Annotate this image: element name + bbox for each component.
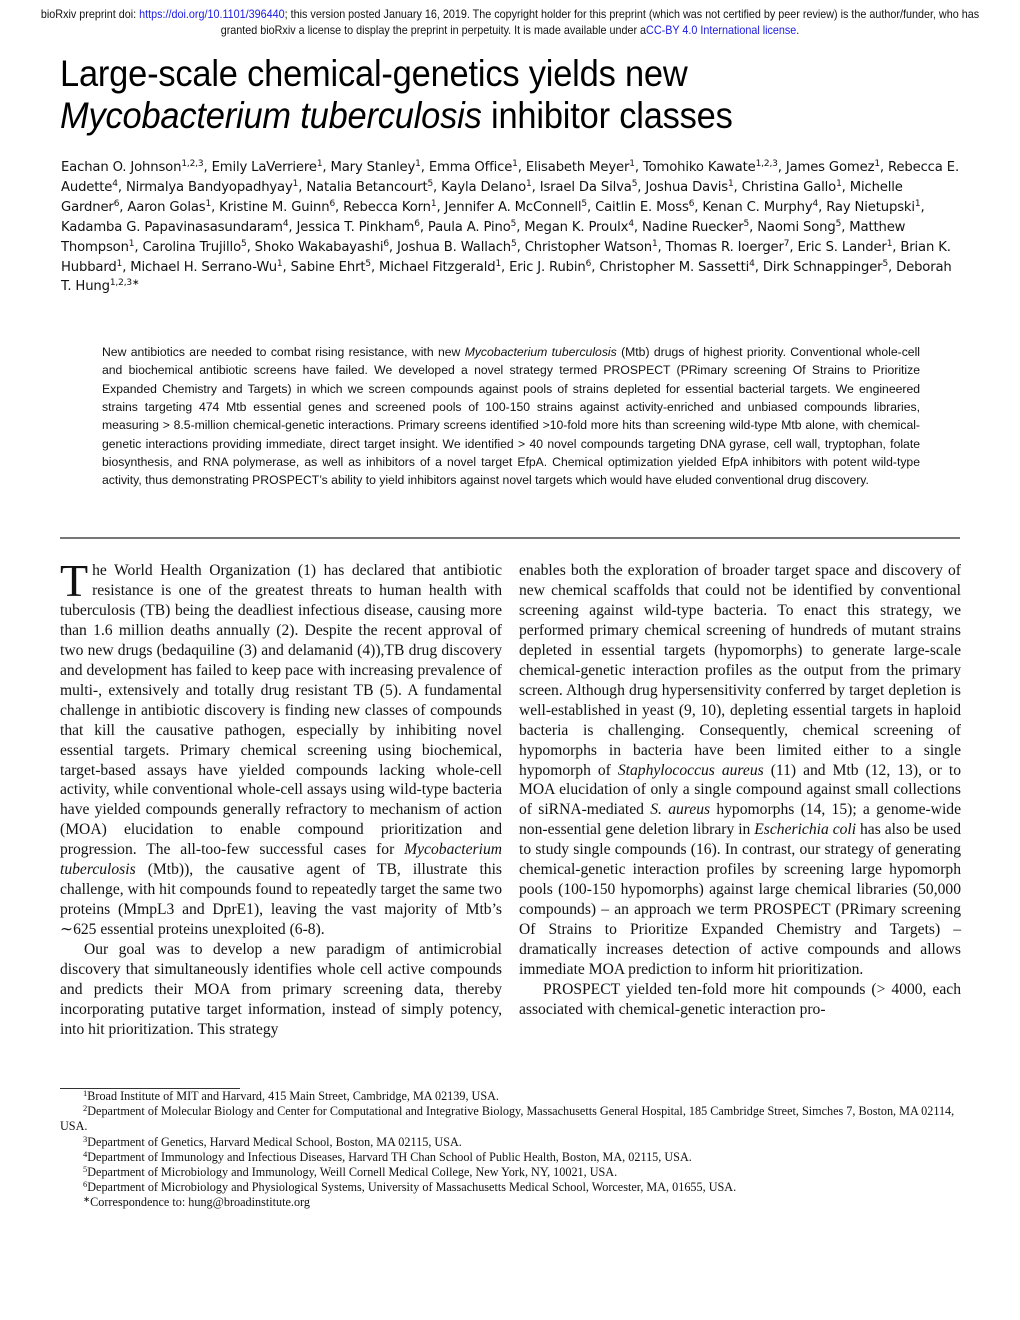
body-paragraph: Our goal was to develop a new paradigm of antimicrobial discovery that simultaneously identifies whole cell active compounds and predicts their MOA from primary screening data, thereby incorporating putative target information, instead of simply potency, into hit prioritization. This strategy [60, 941, 502, 1038]
author-affiliation-mark: 1 [430, 198, 437, 209]
author-name: Jessica T. Pinkham [296, 219, 415, 235]
notice-suffix: . [796, 23, 800, 37]
author [763, 260, 888, 275]
author-affiliation-mark: 6 [585, 258, 592, 269]
footnote-mark: ∗ [83, 1194, 91, 1205]
body-italic: Staphylococcus aureus [617, 761, 764, 779]
author [666, 240, 790, 255]
footnote-text: Department of Microbiology and Immunology, Weill Cornell Medical College, New York, NY, 10021, USA. [87, 1165, 618, 1180]
author-name: Naomi Song [757, 219, 836, 235]
body-italic: Mycobacterium tuberculosis [60, 841, 502, 879]
author-name: Nadine Ruecker [642, 219, 744, 235]
author-affiliation-mark: 6 [113, 198, 120, 209]
author-name: Joshua B. Wallach [397, 239, 512, 255]
author-affiliation-mark: 5 [835, 218, 842, 229]
author-affiliation-mark: 1 [205, 198, 212, 209]
author-name: Ray Nietupski [826, 199, 915, 215]
author-affiliation-mark: 1 [495, 258, 502, 269]
author-name: Kayla Delano [441, 179, 527, 195]
author-affiliation-mark: 4 [628, 218, 634, 229]
author-name: Jennifer A. McConnell [444, 199, 582, 215]
title-line1: Large-scale chemical-genetics yields new [60, 53, 688, 94]
footnote [60, 1195, 965, 1210]
footnote-mark: 1 [83, 1088, 88, 1098]
author-affiliation-mark: 6 [688, 198, 695, 209]
notice-middle: ; this version posted January 16, 2019. The copyright holder for this preprint (which was not certified by peer review) is the author/funder, who has granted bioRxiv a license to display the preprint in perpetuity. It is made available under a [220, 8, 980, 37]
author [61, 160, 203, 175]
footnote [60, 1165, 965, 1180]
author-name: Christopher M. Sassetti [599, 259, 750, 275]
author-name: Aaron Golas [127, 199, 206, 215]
author-affiliation-mark: 5 [882, 258, 889, 269]
author [540, 180, 638, 195]
title-italic: Mycobacterium tuberculosis [60, 95, 482, 136]
abstract-divider [60, 537, 960, 539]
author-name: Brian K. Hubbard [61, 239, 951, 275]
author-affiliation-mark: 1 [874, 159, 880, 169]
author-name: Nirmalya Bandyopadhyay [125, 179, 293, 195]
author-name: Eachan O. Johnson [61, 160, 182, 175]
author-affiliation-mark: 5 [511, 238, 517, 249]
author-affiliation-mark: 5 [581, 198, 587, 209]
author [524, 220, 634, 235]
author [379, 260, 501, 275]
body-italic: S. aureus [650, 801, 711, 819]
author [826, 200, 920, 215]
author [757, 220, 841, 235]
footnote-mark: 4 [83, 1148, 88, 1159]
author [212, 160, 323, 175]
author-name: Deborah T. Hung [61, 259, 952, 295]
author-affiliation-mark: 1 [292, 178, 299, 189]
author [445, 200, 587, 215]
notice-prefix: bioRxiv preprint doi: [40, 8, 140, 21]
author [428, 220, 516, 235]
author [595, 200, 694, 215]
author [642, 220, 749, 235]
abstract-text: New antibiotics are needed to combat rising resistance, with new [102, 345, 465, 359]
author-affiliation-mark: 1 [651, 238, 658, 249]
author [343, 200, 436, 215]
author-affiliation-mark: 1 [629, 159, 635, 169]
author [126, 180, 298, 195]
author-affiliation-mark: 6 [383, 238, 389, 249]
author [599, 260, 754, 275]
author-affiliation-mark: 4 [112, 178, 118, 189]
author-affiliation-mark: 1 [914, 198, 921, 209]
author-affiliation-mark: 5 [510, 218, 517, 229]
author-name: Natalia Betancourt [306, 179, 428, 195]
author-name: Elisabeth Meyer [525, 160, 630, 175]
author [786, 160, 880, 175]
author-name: Dirk Schnappinger [762, 259, 883, 275]
author-name: Kadamba G. Papavinasasundaram [61, 219, 283, 235]
author [331, 160, 421, 175]
author-affiliation-mark: 5 [631, 178, 638, 189]
footnote-mark: 6 [83, 1179, 88, 1190]
author-name: Megan K. Proulx [524, 219, 629, 235]
author-name: Christopher Watson [524, 239, 652, 255]
author [291, 260, 371, 275]
author-name: Sabine Ehrt [290, 259, 366, 275]
author [645, 180, 733, 195]
footnote [60, 1180, 965, 1195]
author-name: Kristine M. Guinn [219, 199, 330, 215]
author-name: Emma Office [428, 160, 513, 175]
author [509, 260, 591, 275]
author-affiliation-mark: 1 [727, 178, 734, 189]
body-text: enables both the exploration of broader target space and discovery of new chemical scaffolds that could not be identified by conventional screening against wild-type bacteria. To enact this strategy, we performed primary chemical screening of hundreds of mutant strains depleted in essential targets (hypomorphs) to generate large-scale chemical-genetic interaction profiles as the output from the primary screen. Although drug hypersensitivity conferred by target depletion is well-established in yeast (9, 10), depleting essential targets in haploid bacteria is challenging. Consequently, chemical screening of hypomorphs in bacteria have been limited either to a single hypomorph of [519, 562, 961, 779]
author-affiliation-mark: 1 [512, 159, 518, 169]
footnote-text: Department of Genetics, Harvard Medical School, Boston, MA 02115, USA. [87, 1134, 462, 1149]
author [255, 240, 389, 255]
author-name: Joshua Davis [645, 179, 728, 195]
footnote-text: Broad Institute of MIT and Harvard, 415 Main Street, Cambridge, MA 02139, USA. [87, 1089, 499, 1103]
author-affiliation-mark: 1,2,3∗ [109, 278, 140, 289]
body-italic: Escherichia coli [754, 821, 857, 839]
footnote [60, 1150, 965, 1165]
body-paragraph [60, 555, 502, 940]
author [130, 260, 282, 275]
author-affiliation-mark: 1 [415, 159, 421, 169]
author-name: Michelle Gardner [61, 179, 903, 215]
author [429, 160, 518, 175]
body-text: has also be used to study single compounds (16). In contrast, our strategy of generating chemical-genetic interaction profiles by screening large hypomorph pools (100-150 hypomorphs) against large chemical libraries (50,000 compounds) – an approach we term PROSPECT (PRimary screening Of Strains to Prioritize Expanded Chemistry and Targets) – dramatically increases detection of active compounds and allows immediate MOA prediction to inform hit prioritization. [519, 821, 961, 979]
preprint-notice [36, 7, 985, 38]
footnote-mark: 3 [83, 1133, 88, 1144]
author-name: Tomohiko Kawate [642, 160, 756, 175]
author-affiliation-mark: 1 [526, 178, 532, 189]
abstract-italic: Mycobacterium tuberculosis [464, 345, 617, 359]
paper-title [60, 53, 916, 137]
body-text: (Mtb)), the causative agent of TB, illustrate this challenge, with hit compounds found to repeatedly target the same two proteins (MmpL3 and DprE1), leaving the vast majority of Mtb’s ∼625 essential proteins unexploited (6-8). [60, 861, 502, 939]
author-affiliation-mark: 7 [783, 238, 790, 249]
author-name: Paula A. Pino [427, 219, 511, 235]
author-name: Caitlin E. Moss [595, 199, 689, 215]
body-paragraph [519, 561, 961, 980]
body-text: (11) and Mtb (12, 13), or to MOA elucidation of only a single compound against small collections of siRNA-mediated [519, 761, 961, 819]
author-affiliation-mark: 1 [886, 238, 893, 249]
body-column-left [60, 555, 502, 1040]
author-affiliation-mark: 1 [276, 258, 283, 269]
author-name: Eric J. Rubin [509, 259, 586, 275]
author-affiliation-mark: 1,2,3 [755, 159, 778, 169]
author-affiliation-mark: 1 [128, 238, 135, 249]
author [142, 240, 246, 255]
doi-link[interactable]: https://doi.org/10.1101/396440 [139, 8, 285, 21]
author [643, 160, 778, 175]
body-paragraph: PROSPECT yielded ten-fold more hit compounds (> 4000, each associated with chemical-genetic interaction pro- [519, 981, 961, 1018]
author-name: Mary Stanley [330, 160, 416, 175]
author-name: Rebecca Korn [343, 199, 431, 215]
author-name: Matthew Thompson [61, 219, 906, 255]
author [306, 180, 433, 195]
footnote-text: Department of Immunology and Infectious Diseases, Harvard TH Chan School of Public Health, Boston, MA, 02115, USA. [87, 1149, 692, 1164]
footnote-mark: 2 [83, 1103, 88, 1114]
author-name: Christina Gallo [741, 179, 837, 195]
author-name: Eric S. Lander [797, 239, 887, 255]
author-affiliation-mark: 4 [282, 218, 289, 229]
author-affiliation-mark: 1 [116, 258, 123, 269]
footnote-mark: 5 [83, 1164, 88, 1175]
author-name: Michael H. Serrano-Wu [130, 259, 277, 275]
footnote [60, 1135, 965, 1150]
author-name: Carolina Trujillo [142, 239, 241, 255]
author-affiliation-mark: 6 [414, 218, 420, 229]
author [525, 240, 658, 255]
author-affiliation-mark: 5 [427, 178, 434, 189]
title-rest: inhibitor classes [481, 95, 733, 136]
footnote [60, 1089, 965, 1104]
author-affiliation-mark: 5 [241, 238, 247, 249]
footnote-text: Department of Molecular Biology and Center for Computational and Integrative Biology, Massachusetts General Hospital, 185 Cambridge Street, Simches 7, Boston, MA 02114, USA. [60, 1104, 955, 1134]
footnote-text: Department of Microbiology and Physiological Systems, University of Massachusetts Medical School, Worcester, MA, 01655, USA. [87, 1180, 737, 1195]
author-name: James Gomez [785, 160, 875, 175]
author-list: Eachan O. Johnson$^{1,2,3}$, Emily LaVerriere$^1$, Mary Stanley$^1$, Emma Office$^1$, Elisabeth Meyer$^1$, Tomohiko Kawate$^{1,2,3}$, James Gomez$^1$, Rebecca E. Audette$^4$, Nirmalya Bandyopadhyay$^1$, Natalia Betancourt$^5$, Kayla Delano$^1$, Israel Da Silva$^5$, Joshua Davis$^1$, Christina Gallo$^1$, Michelle Gardner$^6$, Aaron Golas$^1$, Kristine M. Guinn$^6$, Rebecca Korn$^1$, Jennifer A. McConnell$^5$, Caitlin E. Moss$^6$, Kenan C. Murphy$^4$, Ray Nietupski$^1$, Kadamba G. Papavinasasundaram$^4$, Jessica T. Pinkham$^6$, Paula A. Pino$^5$, Megan K. Proulx$^4$, Nadine Ruecker$^5$, Naomi Song$^5$, Matthew Thompson$^1$, Carolina Trujillo$^5$, Shoko Wakabayashi$^6$, Joshua B. Wallach$^5$, Christopher Watson$^1$, Thomas R. Ioerger$^7$, Eric S. Lander$^1$, Brian K. Hubbard$^1$, Michael H. Serrano-Wu$^1$, Sabine Ehrt$^5$, Michael Fitzgerald$^1$, Eric J. Rubin$^6$, Christopher M. Sassetti$^4$, Dirk Schnappinger$^5$, Deborah T. Hung$^{1,2,3∗}$ [61, 159, 959, 295]
author [702, 200, 818, 215]
license-link[interactable]: CC-BY 4.0 International license [646, 23, 797, 37]
abstract-text: (Mtb) drugs of highest priority. Conventional whole-cell and biochemical antibiotic screens have failed. We developed a novel strategy termed PROSPECT (PRimary screening Of Strains to Prioritize Expanded Chemistry and Targets) in which we screen compounds against pools of strains depleted for essential bacterial targets. We engineered strains targeting 474 Mtb essential genes and screened pools of 100-150 strains against activity-enriched and unbiased compounds libraries, measuring > 8.5-million chemical-genetic interactions. Primary screens identified >10-fold more hits than screening wild-type Mtb alone, with chemical-genetic interactions providing immediate, direct target insight. We identified > 40 novel compounds targeting DNA gyrase, cell wall, tryptophan, folate biosynthesis, and RNA polymerase, as well as inhibitors of a novel target EfpA. Chemical optimization yielded EfpA inhibitors with potent wild-type activity, thus demonstrating PROSPECT’s ability to yield inhibitors against novel targets which would have eluded conventional drug discovery. [102, 345, 921, 488]
drop-cap: T [60, 555, 89, 606]
author [297, 220, 420, 235]
body-column-right [519, 561, 961, 1020]
author-name: Emily LaVerriere [211, 160, 317, 175]
author-name: Thomas R. Ioerger [665, 239, 784, 255]
author-name: Michael Fitzgerald [379, 259, 496, 275]
affiliation-footnotes [60, 1089, 965, 1211]
author-affiliation-mark: 5 [743, 218, 750, 229]
author [127, 200, 211, 215]
author [526, 160, 635, 175]
author-name: Israel Da Silva [539, 179, 632, 195]
author-name: Rebecca E. Audette [61, 160, 959, 195]
author [219, 200, 335, 215]
author-name: Kenan C. Murphy [702, 199, 813, 215]
author-affiliation-mark: 6 [329, 198, 336, 209]
footnote-text: Correspondence to: hung@broadinstitute.org [90, 1195, 310, 1210]
author-affiliation-mark: 4 [749, 258, 755, 269]
author [61, 220, 288, 235]
author [797, 240, 892, 255]
author-affiliation-mark: 4 [812, 198, 819, 209]
author-name: Shoko Wakabayashi [254, 239, 384, 255]
author [397, 240, 517, 255]
author-affiliation-mark: 5 [365, 258, 371, 269]
author [441, 180, 531, 195]
body-text: he World Health Organization (1) has declared that antibiotic resistance is one of the greatest threats to human health with tuberculosis (TB) being the deadliest infectious disease, causing more than 1.6 million deaths annually (2). Despite the recent approval of two new drugs (bedaquiline (3) and delamanid (4)),TB drug discovery and development has failed to keep pace with increasing prevalence of multi-, extensively and totally drug resistant TB (5). A fundamental challenge in antibiotic discovery is finding new classes of compounds that kill the causative pathogen, especially by inhibiting novel essential targets. Primary chemical screening using biochemical, target-based assays have yielded compounds lacking whole-cell activity, while conventional whole-cell assays using wild-type bacteria have yielded compounds generally refractory to mechanism of action (MOA) elucidation to enable compound prioritization and progression. The all-too-few successful cases for [60, 562, 502, 859]
body-text: hypomorphs (14, 15); a genome-wide non-essential gene deletion library in [519, 801, 961, 839]
author-affiliation-mark: 1,2,3 [181, 159, 204, 169]
abstract [102, 343, 920, 490]
author-affiliation-mark: 1 [836, 178, 842, 189]
footnote [60, 1104, 965, 1134]
author-affiliation-mark: 1 [316, 159, 323, 169]
author [742, 180, 842, 195]
